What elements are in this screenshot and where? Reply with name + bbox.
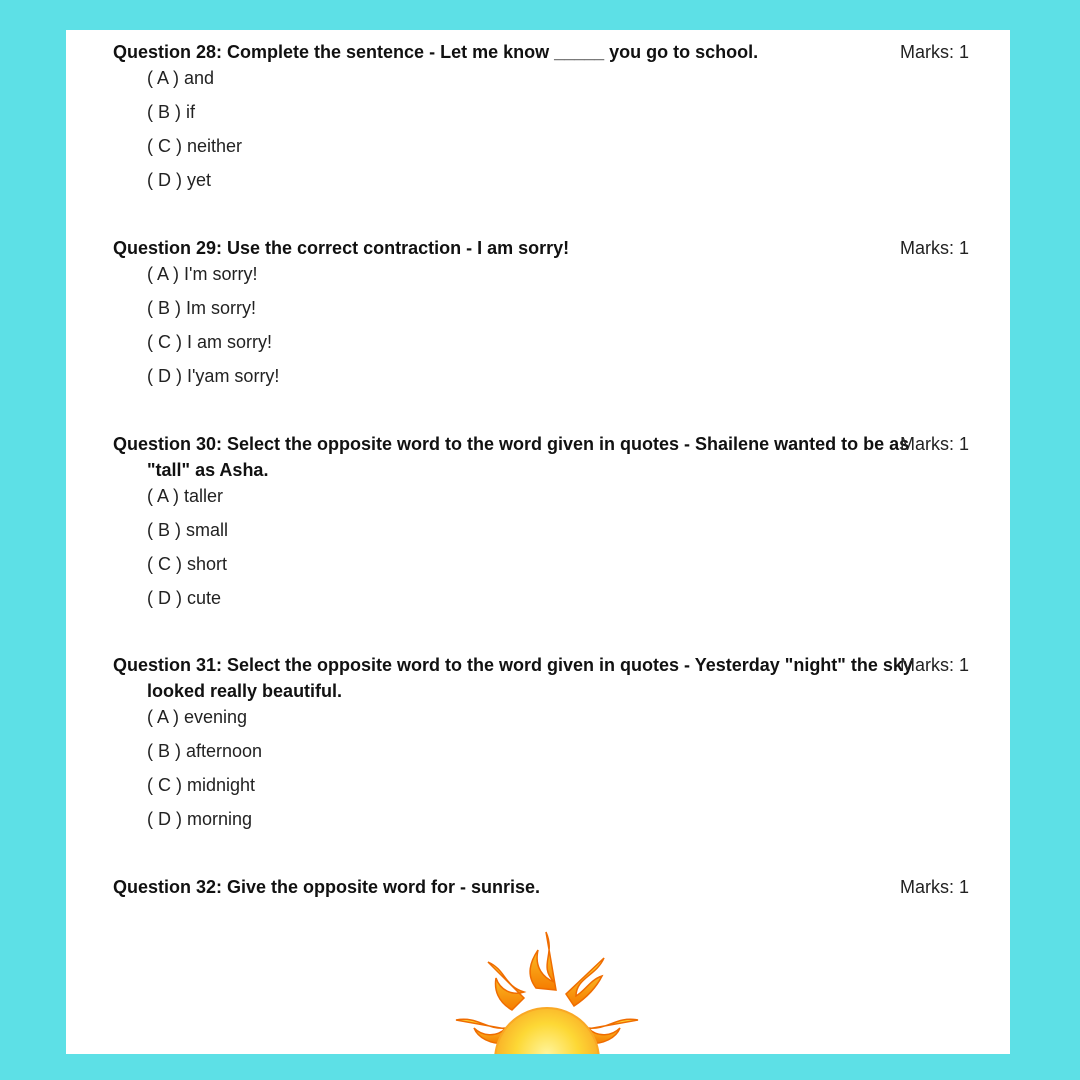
question-29 xyxy=(113,235,933,397)
option-d[interactable]: ( D ) cute xyxy=(147,588,222,608)
option-list xyxy=(113,483,933,611)
option-a[interactable]: ( A ) evening xyxy=(147,707,248,727)
question-title: Question 28: Complete the sentence - Let me know _____ you go to school. xyxy=(113,42,759,62)
marks-label: Marks: 1 xyxy=(900,238,970,258)
option-d[interactable]: ( D ) yet xyxy=(147,170,212,190)
option-c[interactable]: ( C ) short xyxy=(147,554,228,574)
option-c[interactable]: ( C ) neither xyxy=(147,136,243,156)
question-30 xyxy=(113,431,933,619)
question-title: Question 31: Select the opposite word to the word given in quotes - Yesterday "night" the sky looked really beautiful. xyxy=(113,655,913,701)
option-a[interactable]: ( A ) taller xyxy=(147,486,224,506)
option-b[interactable]: ( B ) if xyxy=(147,102,195,122)
option-list xyxy=(113,261,933,389)
option-b[interactable]: ( B ) small xyxy=(147,520,228,540)
question-title: Question 30: Select the opposite word to the word given in quotes - Shailene wanted to be as "tall" as Asha. xyxy=(113,434,910,480)
option-c[interactable]: ( C ) I am sorry! xyxy=(147,332,272,352)
question-title: Question 29: Use the correct contraction - I am sorry! xyxy=(113,238,570,258)
question-31 xyxy=(113,652,933,840)
option-list xyxy=(113,65,933,193)
option-list xyxy=(113,704,933,832)
option-c[interactable]: ( C ) midnight xyxy=(147,775,256,795)
option-b[interactable]: ( B ) Im sorry! xyxy=(147,298,256,318)
marks-label: Marks: 1 xyxy=(900,42,970,62)
marks-label: Marks: 1 xyxy=(900,877,970,897)
question-28 xyxy=(113,39,933,201)
option-d[interactable]: ( D ) I'yam sorry! xyxy=(147,366,280,386)
marks-label: Marks: 1 xyxy=(900,655,970,675)
option-a[interactable]: ( A ) and xyxy=(147,68,215,88)
option-d[interactable]: ( D ) morning xyxy=(147,809,253,829)
question-title: Question 32: Give the opposite word for - sunrise. xyxy=(113,877,541,897)
sun-icon xyxy=(426,920,666,1054)
sun-core xyxy=(495,1008,599,1054)
option-a[interactable]: ( A ) I'm sorry! xyxy=(147,264,258,284)
option-b[interactable]: ( B ) afternoon xyxy=(147,741,263,761)
question-32 xyxy=(113,874,933,900)
marks-label: Marks: 1 xyxy=(900,434,970,454)
worksheet-page xyxy=(66,30,1010,1054)
